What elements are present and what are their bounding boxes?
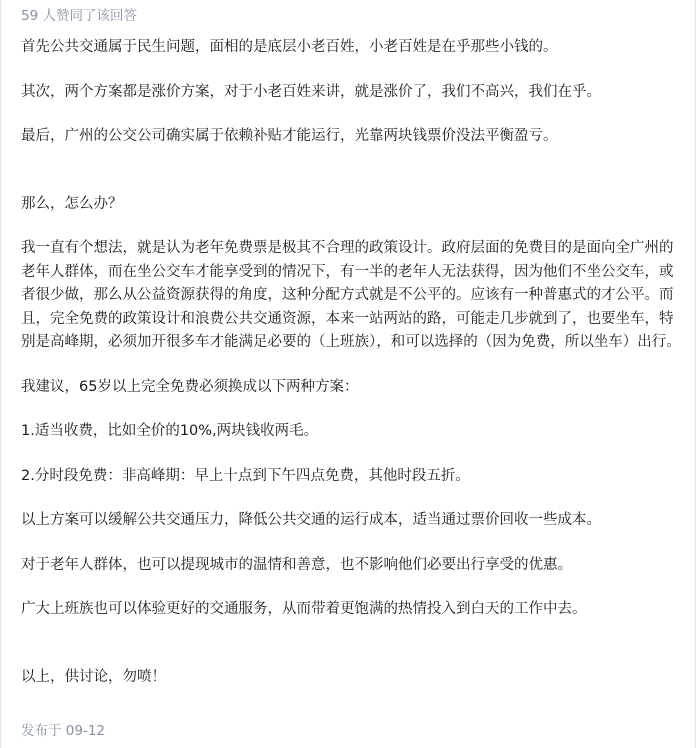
vote-count: 59 人赞同了该回答 <box>21 8 137 24</box>
paragraph-7: 1.适当收费，比如全价的10%,两块钱收两毛。 <box>21 423 319 439</box>
paragraph-8: 2.分时段免费：非高峰期：早上十点到下午四点免费，其他时段五折。 <box>21 467 470 484</box>
answer-content <box>21 36 681 689</box>
paragraph-4: 那么，怎么办？ <box>21 195 123 212</box>
paragraph-2: 其次，两个方案都是涨价方案，对于小老百姓来讲，就是涨价了，我们不高兴，我们在乎。 <box>21 83 601 100</box>
paragraph-11: 广大上班族也可以体验更好的交通服务，从而带着更饱满的热情投入到白天的工作中去。 <box>21 601 587 617</box>
paragraph-12: 以上，供讨论，勿喷！ <box>21 668 166 685</box>
paragraph-3: 最后，广州的公交公司确实属于依赖补贴才能运行，光靠两块钱票价没法平衡盈亏。 <box>21 128 558 144</box>
paragraph-5: 我一直有个想法，就是认为老年免费票是极其不合理的政策设计。政府层面的免费目的是面向全广州的老年人群体，而在坐公交车才能享受到的情况下，有一半的老年人无法获得，因为他们不坐公交车，或者很少做，那么从公益资源获得的角度，这种分配方式就是不公平的。应该有一种普惠式的才公平。而且，完全免费的政策设计和浪费公共交通资源，本来一站两站的路，可能走几步就到了，也要坐车，特别是高峰期，必须加开很多车才能满足必要的（上班族），和可以选择的（因为免费，所以坐车）出行。 <box>21 240 681 350</box>
paragraph-9: 以上方案可以缓解公共交通压力，降低公共交通的运行成本，适当通过票价回收一些成本。 <box>21 512 601 528</box>
paragraph-1: 首先公共交通属于民生问题，面相的是底层小老百姓，小老百姓是在乎那些小钱的。 <box>21 39 558 55</box>
paragraph-6: 我建议，65岁以上完全免费必须换成以下两种方案： <box>21 378 359 395</box>
publish-time-link[interactable]: 发布于 09-12 <box>21 723 106 739</box>
paragraph-10: 对于老年人群体，也可以提现城市的温情和善意，也不影响他们必要出行享受的优惠。 <box>21 556 572 573</box>
